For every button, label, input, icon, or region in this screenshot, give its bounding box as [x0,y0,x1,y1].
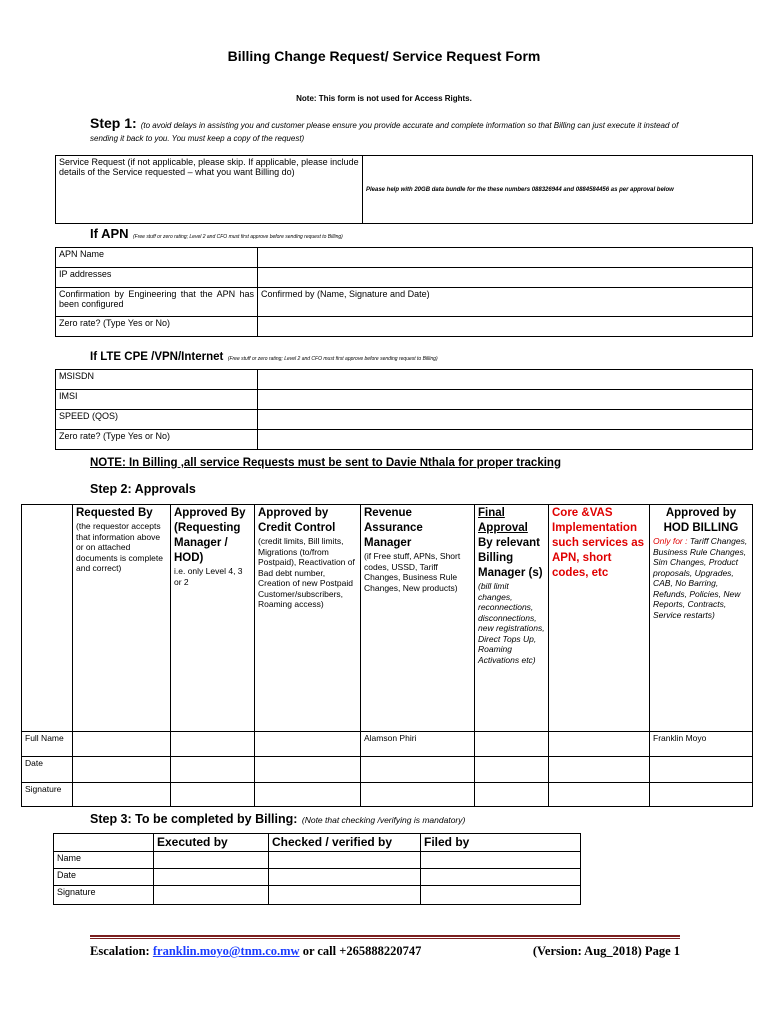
requesting-manager-header: Approved By (Requesting Manager / HOD) i.e. only Level 4, 3 or 2 [171,505,255,732]
date-credit[interactable] [255,757,361,783]
apn-zero-rate-field[interactable] [258,317,753,337]
checked-name[interactable] [269,852,421,869]
apn-subnote: (Free stuff or zero rating; Level 2 and CFO must first approve before sending request to Billing) [132,234,343,240]
step3-heading: Step 3: To be completed by Billing: (Note that checking /verifying is mandatory) [90,812,466,826]
full-name-credit[interactable] [255,732,361,757]
lte-zero-rate-field[interactable] [258,430,753,450]
lte-subnote: (Free stuff or zero rating; Level 2 and CFO must first approve before sending request to Billing) [227,356,438,362]
date-core[interactable] [549,757,650,783]
footer-rule-thick [90,935,680,937]
apn-name-label: APN Name [56,248,258,268]
signature-requested[interactable] [73,783,171,807]
full-name-manager[interactable] [171,732,255,757]
credit-control-header: Approved by Credit Control (credit limits, Bill limits, Migrations (to/from Postpaid), Reactivation of Bad debt number, Creation of new Postpaid Customer/subscribers, Roaming access) [255,505,361,732]
signature-billing[interactable] [475,783,549,807]
step3-subnote: (Note that checking /verifying is mandatory) [301,815,466,825]
apn-name-field[interactable] [258,248,753,268]
date-billing[interactable] [475,757,549,783]
date-revenue[interactable] [361,757,475,783]
ip-addresses-field[interactable] [258,268,753,288]
signature-manager[interactable] [171,783,255,807]
executed-signature[interactable] [154,886,269,905]
speed-label: SPEED (QOS) [56,410,258,430]
filed-date[interactable] [421,869,581,886]
checked-date[interactable] [269,869,421,886]
lte-heading: If LTE CPE /VPN/Internet (Free stuff or zero rating; Level 2 and CFO must first approve before sending request to Billing) [90,351,438,363]
step1-text: (to avoid delays in assisting you and customer please ensure you provide accurate and complete information so that Billing can just execute it instead of sending it back to you. You must keep a copy of the request) [90,121,679,143]
full-name-hod[interactable]: Franklin Moyo [650,732,753,757]
apn-table [55,247,753,337]
step1-label: Step 1: [90,115,137,131]
date-hod[interactable] [650,757,753,783]
signature-core[interactable] [549,783,650,807]
engineering-confirm-label: Confirmation by Engineering that the APN has been configured [56,288,258,317]
lte-table [55,369,753,450]
full-name-revenue[interactable]: Alamson Phiri [361,732,475,757]
escalation-label: Escalation: [90,944,150,958]
step3-signature-label: Signature [54,886,154,905]
version-page: (Version: Aug_2018) Page 1 [532,944,680,958]
signature-hod[interactable] [650,783,753,807]
step1-instructions [90,117,690,145]
billing-manager-header: Final Approval By relevant Billing Manager (s) (bill limit changes, reconnections, disconnections, new registrations, Direct Tops Up, Roaming Activations etc) [475,505,549,732]
revenue-assurance-header: Revenue Assurance Manager (if Free stuff, APNs, Short codes, USSD, Tariff Changes, Business Rule Changes, New products) [361,505,475,732]
checked-signature[interactable] [269,886,421,905]
imsi-field[interactable] [258,390,753,410]
full-name-requested[interactable] [73,732,171,757]
full-name-core[interactable] [549,732,650,757]
footer-rule-thin [90,938,680,939]
escalation-phone: or call +265888220747 [302,944,422,958]
confirmed-by-field[interactable]: Confirmed by (Name, Signature and Date) [258,288,753,317]
date-label: Date [22,757,73,783]
billing-execution-table [53,833,581,905]
filed-name[interactable] [421,852,581,869]
escalation-email-link[interactable]: franklin.moyo@tnm.co.mw [152,944,300,958]
core-vas-header: Core &VAS Implementation such services as APN, short codes, etc [549,505,650,732]
form-title: Billing Change Request/ Service Request Form [227,48,541,64]
service-request-label: Service Request (if not applicable, please skip. If applicable, please include details of the Service requested – what you want Billing do) [56,156,363,224]
billing-tracking-note: NOTE: In Billing ,all service Requests must be sent to Davie Nthala for proper tracking [90,457,561,469]
approvals-table [21,504,753,807]
service-request-value[interactable]: Please help with 20GB data bundle for the these numbers 088326944 and 0884584456 as per approval below [363,156,753,224]
apn-zero-rate-label: Zero rate? (Type Yes or No) [56,317,258,337]
filed-signature[interactable] [421,886,581,905]
requested-by-header: Requested By (the requestor accepts that information above or on attached documents is complete and correct) [73,505,171,732]
ip-addresses-label: IP addresses [56,268,258,288]
service-request-table [55,155,753,224]
step2-label: Step 2: Approvals [90,482,196,496]
date-manager[interactable] [171,757,255,783]
access-rights-note: Note: This form is not used for Access Rights. [296,94,472,103]
lte-zero-rate-label: Zero rate? (Type Yes or No) [56,430,258,450]
speed-field[interactable] [258,410,753,430]
signature-credit[interactable] [255,783,361,807]
executed-name[interactable] [154,852,269,869]
signature-revenue[interactable] [361,783,475,807]
approvals-corner-cell [22,505,73,732]
signature-label: Signature [22,783,73,807]
checked-by-header: Checked / verified by [269,834,421,852]
footer [90,944,690,959]
apn-heading: If APN (Free stuff or zero rating; Level 2 and CFO must first approve before sending request to Billing) [90,226,343,241]
filed-by-header: Filed by [421,834,581,852]
full-name-label: Full Name [22,732,73,757]
msisdn-label: MSISDN [56,370,258,390]
step3-corner-cell [54,834,154,852]
executed-date[interactable] [154,869,269,886]
msisdn-field[interactable] [258,370,753,390]
executed-by-header: Executed by [154,834,269,852]
full-name-billing[interactable] [475,732,549,757]
step3-date-label: Date [54,869,154,886]
imsi-label: IMSI [56,390,258,410]
step3-name-label: Name [54,852,154,869]
hod-billing-header: Approved by HOD BILLING Only for : Tariff Changes, Business Rule Changes, Sim Changes, Product proposals, Upgrades, CAB, No Barring, Refunds, Policies, New Reports, Contracts, Service restarts) [650,505,753,732]
date-requested[interactable] [73,757,171,783]
